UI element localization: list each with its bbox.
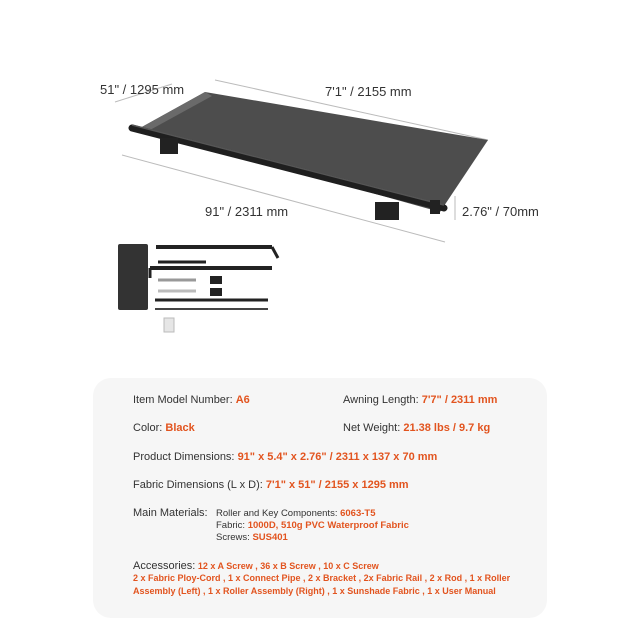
fabric-roll-part — [118, 244, 148, 310]
product-dimensions-row — [133, 451, 437, 463]
bracket-part-2 — [210, 288, 222, 296]
net-weight-label: Net Weight: — [343, 422, 401, 434]
model-label: Item Model Number: — [133, 394, 233, 406]
screws-label: Screws: — [216, 532, 250, 543]
net-weight-row — [343, 422, 490, 434]
color-value: Black — [165, 422, 195, 434]
bracket-part-1 — [210, 276, 222, 284]
roller-value: 6063-T5 — [340, 508, 376, 519]
width-dimension: 51" / 1295 mm — [100, 82, 185, 97]
model-value: A6 — [235, 394, 250, 406]
overall-dimension: 91" / 2311 mm — [205, 204, 289, 219]
color-row — [133, 422, 195, 434]
length-dimension: 7'1" / 2155 mm — [325, 84, 412, 99]
accessories-text-1: 12 x A Screw , 36 x B Screw , 10 x C Screw — [197, 561, 379, 571]
screw-pack — [164, 318, 174, 332]
fabric-label: Fabric: — [216, 520, 246, 531]
awning-length-row — [343, 394, 497, 406]
awning-length-label: Awning Length: — [343, 394, 419, 406]
accessories-line-3: Assembly (Left) , 1 x Roller Assembly (Right) , 1 x Sunshade Fabric , 1 x User Manual — [133, 586, 496, 596]
fabric-dimensions-value: 7'1" x 51" / 2155 x 1295 mm — [265, 479, 409, 491]
roller-row — [216, 508, 376, 519]
color-label: Color: — [133, 422, 163, 434]
bracket-right — [375, 202, 399, 220]
end-cap — [430, 200, 440, 214]
net-weight-value: 21.38 lbs / 9.7 kg — [403, 422, 491, 434]
model-row — [133, 394, 250, 406]
roller-label: Roller and Key Components: — [216, 508, 338, 519]
height-dimension: 2.76" / 70mm — [462, 204, 539, 219]
bracket-left — [160, 138, 178, 154]
product-dimensions-label: Product Dimensions: — [133, 451, 235, 463]
main-materials-label: Main Materials: — [133, 507, 208, 519]
fabric-value: 1000D, 510g PVC Waterproof Fabric — [247, 520, 409, 531]
fabric-row — [216, 520, 409, 531]
screws-row — [216, 532, 288, 543]
awning-length-value: 7'7" / 2311 mm — [421, 394, 498, 406]
product-dimensions-value: 91" x 5.4" x 2.76" / 2311 x 137 x 70 mm — [237, 451, 438, 463]
spec-card — [93, 378, 547, 618]
accessories-label: Accessories: — [133, 560, 196, 572]
accessories-line-1 — [133, 560, 379, 572]
accessories-line-2: 2 x Fabric Ploy-Cord , 1 x Connect Pipe , 2 x Bracket , 2x Fabric Rail , 2 x Rod , 1 x Roller — [133, 573, 511, 583]
screws-value: SUS401 — [252, 532, 288, 543]
fabric-dimensions-label: Fabric Dimensions (L x D): — [133, 479, 263, 491]
awning-fabric — [140, 92, 488, 212]
fabric-dimensions-row — [133, 479, 409, 491]
